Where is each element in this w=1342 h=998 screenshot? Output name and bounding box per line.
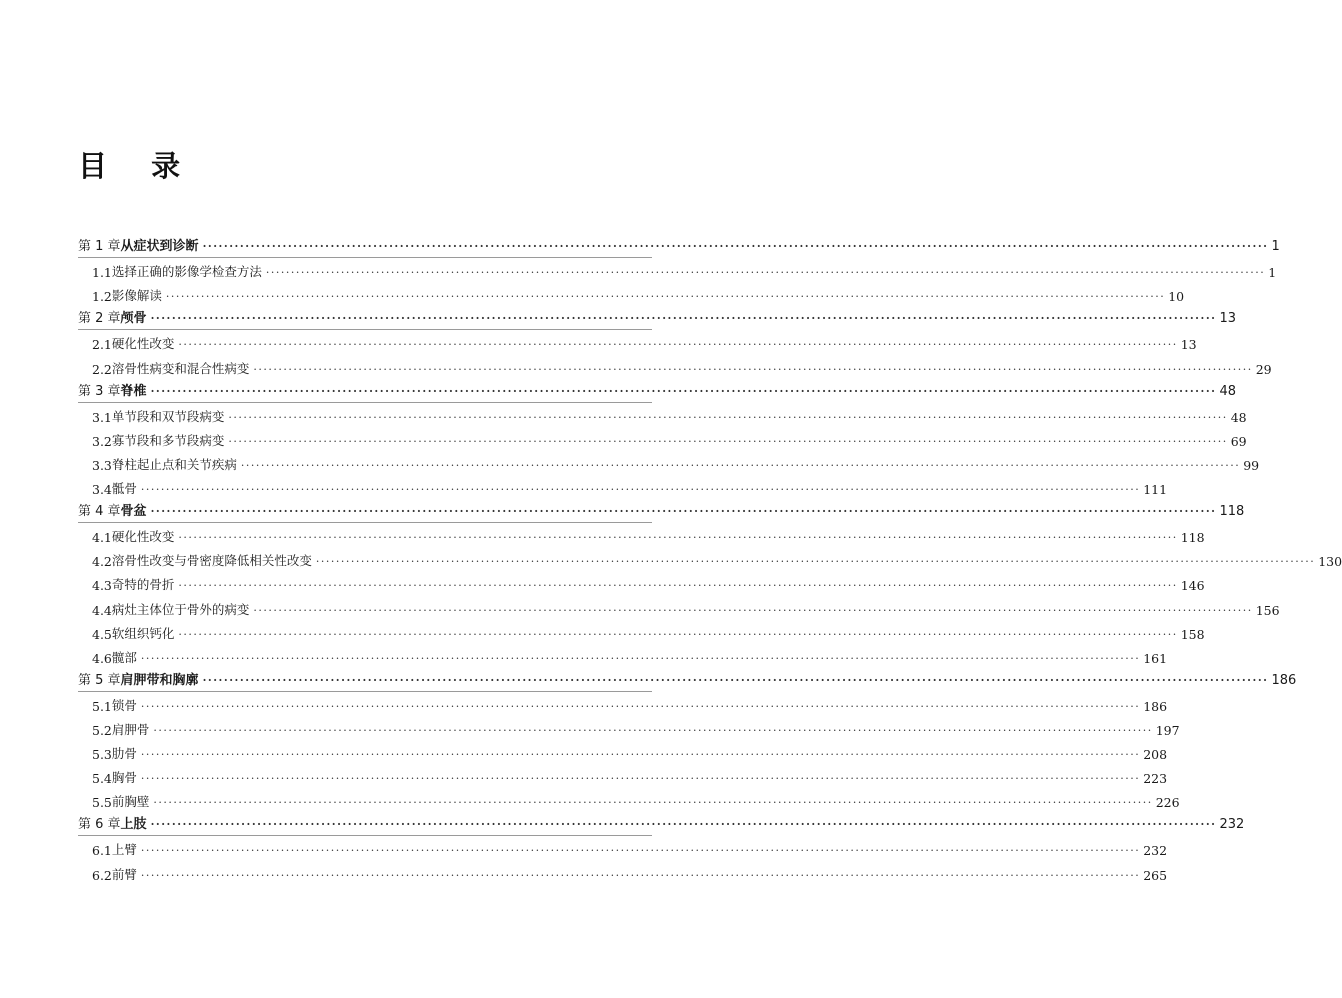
toc-page: 130 [1318,554,1342,570]
toc-number: 5.1 [92,698,112,714]
toc-title: 影像解读 [111,288,162,304]
toc-entry[interactable] [78,475,1168,499]
toc-page: 146 [1180,578,1205,594]
toc-page: 232 [1219,817,1245,833]
toc-title: 髋部 [111,649,137,665]
toc-leader: ········································································································································································································ [140,483,1141,497]
toc-leader: ········································································································································································································ [140,844,1141,858]
toc-title: 奇特的骨折 [111,577,175,593]
toc-leader: ········································································································································································································ [140,699,1141,713]
toc-page: 118 [1180,530,1205,546]
toc-page: 118 [1219,504,1245,520]
toc-page: 29 [1255,361,1272,377]
toc-entry[interactable] [78,499,1245,523]
toc-leader: ········································································································································································································ [228,434,1228,448]
toc-page: 197 [1155,722,1180,738]
toc-number: 第 5 章 [78,672,121,688]
toc-page: 223 [1143,771,1168,787]
toc-title: 软组织钙化 [111,625,175,641]
toc-number: 6.1 [92,843,112,859]
toc-page: 111 [1143,482,1168,498]
toc-number: 4.6 [92,650,112,666]
toc-entry[interactable] [78,234,1280,258]
toc-number: 6.2 [92,867,112,883]
toc-entry[interactable] [78,354,1272,378]
toc-number: 2.1 [92,337,112,353]
toc-title: 从症状到诊断 [120,239,199,255]
toc-entry[interactable] [78,668,1297,692]
toc-page: 265 [1143,867,1168,883]
toc-entry[interactable] [78,282,1185,306]
toc-title: 肋骨 [111,746,137,762]
toc-entry[interactable] [78,644,1168,668]
toc-title: 肩胛带和胸廓 [120,672,199,688]
toc-leader: ········································································································································································································ [150,312,1217,326]
toc-entry[interactable] [78,764,1168,788]
toc-page: 156 [1255,602,1280,618]
toc-entry[interactable] [78,716,1180,740]
toc-number: 4.3 [92,578,112,594]
toc-entry[interactable] [78,330,1197,354]
toc-page: 69 [1230,433,1247,449]
toc-number: 第 4 章 [78,504,121,520]
toc-page: 10 [1168,289,1185,305]
toc-page: 99 [1243,457,1260,473]
toc-number: 5.3 [92,747,112,763]
toc-page: 48 [1230,409,1247,425]
toc-leader: ········································································································································································································ [165,290,1166,304]
toc-entry[interactable] [78,547,1342,571]
toc-page: 1 [1268,265,1277,281]
toc-entry[interactable] [78,451,1260,475]
toc-title: 硬化性改变 [111,529,175,545]
toc-page: 13 [1180,337,1197,353]
toc-entry[interactable] [78,427,1247,451]
toc-title: 脊椎 [120,383,147,399]
toc-title: 寡节段和多节段病变 [111,432,225,448]
toc-leader: ········································································································································································································ [253,362,1253,376]
toc-entry[interactable] [78,692,1168,716]
toc-number: 5.5 [92,795,112,811]
toc-leader: ········································································································································································································ [228,410,1228,424]
toc-number: 5.4 [92,771,112,787]
toc-page: 226 [1155,795,1180,811]
toc-entry[interactable] [78,812,1245,836]
toc-number: 4.4 [92,602,112,618]
toc-page: 186 [1143,698,1168,714]
toc-leader: ········································································································································································································ [150,505,1217,519]
table-of-contents [78,234,1342,885]
page-title: 目 录 [78,149,198,183]
toc-entry[interactable] [78,788,1180,812]
toc-leader: ········································································································································································································ [140,748,1141,762]
toc-entry[interactable] [78,740,1168,764]
toc-leader: ········································································································································································································ [178,531,1178,545]
toc-title: 胸骨 [111,770,137,786]
toc-page: 13 [1219,311,1237,327]
toc-entry[interactable] [78,403,1247,427]
toc-page: 186 [1271,672,1297,688]
toc-number: 2.2 [92,361,112,377]
toc-leader: ········································································································································································································ [202,673,1269,687]
toc-leader: ········································································································································································································ [140,651,1141,665]
toc-page: 232 [1143,843,1168,859]
toc-leader: ········································································································································································································ [253,603,1253,617]
toc-number: 3.4 [92,482,112,498]
toc-number: 5.2 [92,722,112,738]
toc-leader: ········································································································································································································ [150,384,1217,398]
toc-number: 第 6 章 [78,817,121,833]
toc-page: 48 [1219,383,1237,399]
toc-number: 第 3 章 [78,383,121,399]
toc-leader: ········································································································································································································ [140,868,1141,882]
toc-page: 1 [1271,239,1280,255]
toc-leader: ········································································································································································································ [153,723,1153,737]
toc-number: 4.2 [92,554,112,570]
toc-title: 病灶主体位于骨外的病变 [111,601,250,617]
toc-entry[interactable] [78,523,1205,547]
toc-page: 158 [1180,626,1205,642]
toc-number: 4.5 [92,626,112,642]
toc-title: 骨盆 [120,504,147,520]
toc-entry[interactable] [78,571,1205,595]
toc-title: 前胸壁 [111,794,150,810]
toc-title: 溶骨性病变和混合性病变 [111,360,250,376]
toc-title: 脊柱起止点和关节疾病 [111,456,237,472]
toc-leader: ········································································································································································································ [153,796,1153,810]
toc-leader: ········································································································································································································ [178,338,1178,352]
toc-leader: ········································································································································································································ [265,266,1266,280]
toc-title: 前臂 [111,866,137,882]
toc-title: 选择正确的影像学检查方法 [111,264,262,280]
toc-number: 3.1 [92,409,112,425]
toc-title: 溶骨性改变与骨密度降低相关性改变 [111,553,312,569]
toc-leader: ········································································································································································································ [150,818,1217,832]
toc-title: 硬化性改变 [111,336,175,352]
toc-title: 颅骨 [120,311,147,327]
toc-entry[interactable] [78,595,1280,619]
toc-title: 单节段和双节段病变 [111,408,225,424]
toc-number: 4.1 [92,530,112,546]
toc-title: 上臂 [111,842,137,858]
toc-title: 骶骨 [111,481,137,497]
toc-number: 1.1 [92,265,112,281]
toc-entry[interactable] [78,306,1237,330]
toc-leader: ········································································································································································································ [202,240,1269,254]
toc-number: 1.2 [92,289,112,305]
toc-entry[interactable] [78,836,1168,860]
toc-entry[interactable] [78,620,1205,644]
toc-leader: ········································································································································································································ [178,627,1178,641]
toc-leader: ········································································································································································································ [140,772,1141,786]
toc-page: 161 [1143,650,1168,666]
toc-number: 3.2 [92,433,112,449]
toc-leader: ········································································································································································································ [240,458,1241,472]
toc-entry[interactable] [78,258,1277,282]
toc-number: 3.3 [92,457,112,473]
toc-title: 上肢 [120,817,147,833]
toc-page: 208 [1143,747,1168,763]
toc-leader: ········································································································································································································ [178,579,1178,593]
toc-number: 第 1 章 [78,239,121,255]
toc-title: 肩胛骨 [111,721,150,737]
toc-leader: ········································································································································································································ [315,555,1316,569]
toc-entry[interactable] [78,860,1168,884]
toc-entry[interactable] [78,379,1237,403]
toc-title: 锁骨 [111,697,137,713]
toc-number: 第 2 章 [78,311,121,327]
